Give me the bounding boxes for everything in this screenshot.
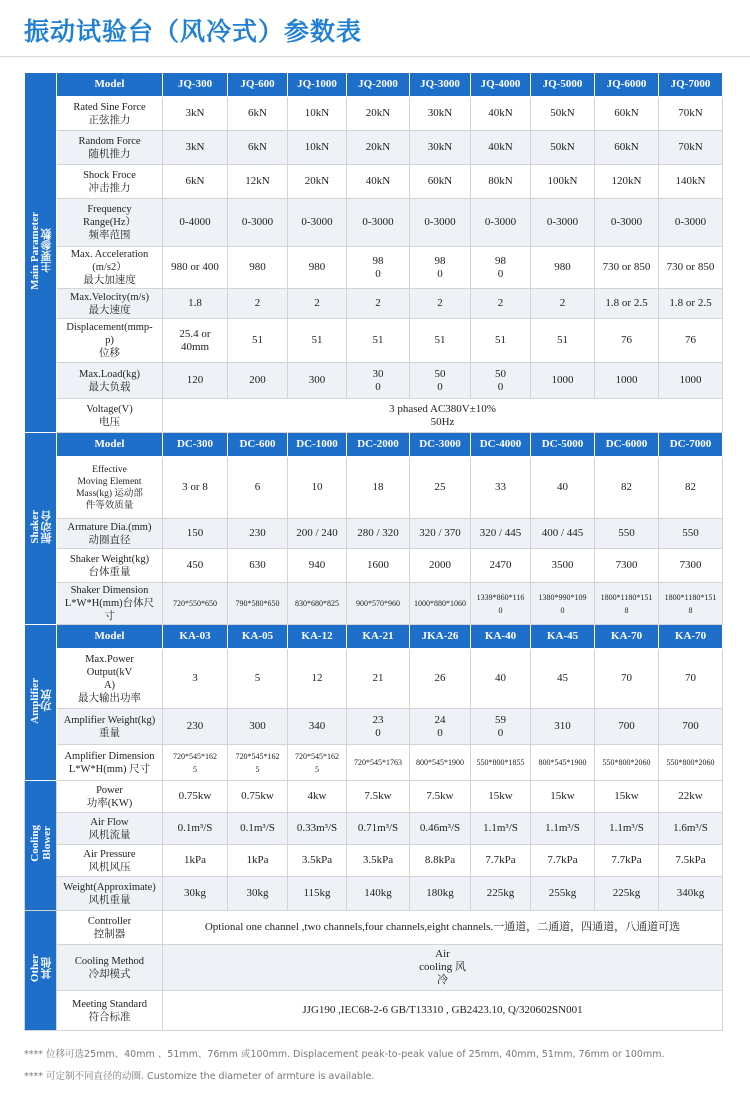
model-cell: JQ-2000	[347, 73, 410, 97]
table-row	[25, 845, 723, 877]
value-cell: 40kN	[471, 131, 531, 165]
value-cell: 1.1m³/S	[471, 813, 531, 845]
value-cell: 76	[595, 319, 659, 363]
value-cell: 550*800*2060	[659, 745, 723, 781]
value-cell: 1kPa	[228, 845, 288, 877]
table-row	[25, 131, 723, 165]
row-label: Weight(Approximate) 风机重量	[57, 877, 163, 911]
value-cell: 630	[228, 549, 288, 583]
model-cell: DC-6000	[595, 433, 659, 457]
row-label: Shaker Dimension L*W*H(mm)台体尺 寸	[57, 583, 163, 625]
value-cell: 225kg	[595, 877, 659, 911]
page-title: 振动试验台（风冷式）参数表	[24, 17, 363, 46]
model-label: Model	[57, 433, 163, 457]
table-row	[25, 877, 723, 911]
row-label: Random Force 随机推力	[57, 131, 163, 165]
value-cell: 7.5kw	[347, 781, 410, 813]
model-cell: JQ-3000	[410, 73, 471, 97]
model-cell: DC-600	[228, 433, 288, 457]
row-label: Frequency Range(Hz） 频率范围	[57, 199, 163, 247]
value-cell: 400 / 445	[531, 519, 595, 549]
value-cell: 0.75kw	[163, 781, 228, 813]
value-cell: 50kN	[531, 131, 595, 165]
row-label: Air Pressure 风机风压	[57, 845, 163, 877]
value-cell: 18	[347, 457, 410, 519]
value-cell: 550*800*1855	[471, 745, 531, 781]
value-cell: 1.1m³/S	[531, 813, 595, 845]
value-cell: 21	[347, 649, 410, 709]
value-cell: 6kN	[228, 97, 288, 131]
value-cell: 980	[228, 247, 288, 289]
table-row	[25, 247, 723, 289]
model-label: Model	[57, 73, 163, 97]
table-row	[25, 519, 723, 549]
value-cell: 230	[163, 709, 228, 745]
value-cell: 0.71m³/S	[347, 813, 410, 845]
model-cell: KA-70	[595, 625, 659, 649]
model-cell: JQ-5000	[531, 73, 595, 97]
value-cell: 0-3000	[288, 199, 347, 247]
value-cell: 51	[347, 319, 410, 363]
table-row	[25, 781, 723, 813]
value-cell: 0-3000	[410, 199, 471, 247]
value-cell: 2000	[410, 549, 471, 583]
model-cell: DC-300	[163, 433, 228, 457]
value-cell: 550	[659, 519, 723, 549]
value-cell: 200	[228, 363, 288, 399]
other-group-text: Other 其他	[28, 954, 53, 983]
model-cell: JQ-7000	[659, 73, 723, 97]
value-cell: 51	[471, 319, 531, 363]
value-cell: 0-3000	[595, 199, 659, 247]
value-cell: 310	[531, 709, 595, 745]
value-cell: 70kN	[659, 97, 723, 131]
value-cell: 15kw	[471, 781, 531, 813]
value-cell: 3500	[531, 549, 595, 583]
value-cell: 550	[595, 519, 659, 549]
value-cell: 40kN	[471, 97, 531, 131]
value-cell: 12	[288, 649, 347, 709]
value-cell: 1.8 or 2.5	[595, 289, 659, 319]
value-cell: 830*680*825	[288, 583, 347, 625]
value-cell: 3	[163, 649, 228, 709]
model-cell: DC-2000	[347, 433, 410, 457]
shaker-group-label	[25, 433, 57, 625]
table-row	[25, 97, 723, 131]
value-cell: 23 0	[347, 709, 410, 745]
value-cell: 76	[659, 319, 723, 363]
model-cell: JQ-300	[163, 73, 228, 97]
value-cell: 2	[228, 289, 288, 319]
value-cell: 0.1m³/S	[228, 813, 288, 845]
model-cell: KA-70	[659, 625, 723, 649]
main-parameter-group-text: Main Parameter 主要参数	[28, 211, 53, 290]
value-cell: 33	[471, 457, 531, 519]
row-label: Max.Velocity(m/s) 最大速度	[57, 289, 163, 319]
value-cell: 60kN	[595, 131, 659, 165]
model-cell: DC-5000	[531, 433, 595, 457]
value-cell: 20kN	[347, 97, 410, 131]
row-label: Effective Moving Element Mass(kg) 运动部 件等效质量	[57, 457, 163, 519]
table-row	[25, 289, 723, 319]
shaker-group-text: Shaker 振动台	[28, 509, 53, 544]
row-label: Shaker Weight(kg) 台体重量	[57, 549, 163, 583]
spec-table	[24, 72, 723, 1031]
value-cell: 0-3000	[228, 199, 288, 247]
value-cell: 82	[659, 457, 723, 519]
value-cell: 940	[288, 549, 347, 583]
value-cell: 450	[163, 549, 228, 583]
value-cell: 1600	[347, 549, 410, 583]
value-cell: 180kg	[410, 877, 471, 911]
table-row	[25, 945, 723, 991]
value-cell: 7300	[595, 549, 659, 583]
value-cell: 720*545*162 5	[228, 745, 288, 781]
value-cell: 800*545*1900	[410, 745, 471, 781]
value-cell: 730 or 850	[659, 247, 723, 289]
value-cell: 790*580*650	[228, 583, 288, 625]
value-cell: 120	[163, 363, 228, 399]
value-cell: 730 or 850	[595, 247, 659, 289]
value-cell: 3kN	[163, 131, 228, 165]
row-label: Armature Dia.(mm) 动圈直径	[57, 519, 163, 549]
row-label: Rated Sine Force 正弦推力	[57, 97, 163, 131]
value-cell: 980 or 400	[163, 247, 228, 289]
value-cell: 340kg	[659, 877, 723, 911]
value-cell: 100kN	[531, 165, 595, 199]
row-label: Displacement(mmp- p) 位移	[57, 319, 163, 363]
value-cell: 6kN	[163, 165, 228, 199]
value-cell: 98 0	[471, 247, 531, 289]
model-cell: DC-1000	[288, 433, 347, 457]
model-cell: KA-45	[531, 625, 595, 649]
model-cell: DC-3000	[410, 433, 471, 457]
value-cell: 98 0	[410, 247, 471, 289]
title-divider	[0, 56, 750, 57]
value-cell: 7.7kPa	[595, 845, 659, 877]
row-label: Max.Power Output(kV A) 最大输出功率	[57, 649, 163, 709]
value-cell: 1.1m³/S	[595, 813, 659, 845]
value-cell: 300	[228, 709, 288, 745]
value-cell: 51	[531, 319, 595, 363]
value-cell: 24 0	[410, 709, 471, 745]
value-cell: 720*545*162 5	[288, 745, 347, 781]
model-cell: JQ-4000	[471, 73, 531, 97]
value-cell: 20kN	[347, 131, 410, 165]
value-cell: 200 / 240	[288, 519, 347, 549]
row-label: Air Flow 风机流量	[57, 813, 163, 845]
value-cell: 30kN	[410, 97, 471, 131]
value-cell: 320 / 445	[471, 519, 531, 549]
spanning-value: 3 phased AC380V±10% 50Hz	[163, 399, 723, 433]
table-row	[25, 165, 723, 199]
value-cell: 30kg	[228, 877, 288, 911]
value-cell: 40kN	[347, 165, 410, 199]
value-cell: 0.75kw	[228, 781, 288, 813]
row-label: Amplifier Dimension L*W*H(mm) 尺寸	[57, 745, 163, 781]
value-cell: 0-3000	[531, 199, 595, 247]
model-cell: JQ-6000	[595, 73, 659, 97]
value-cell: 700	[659, 709, 723, 745]
model-cell: KA-05	[228, 625, 288, 649]
value-cell: 70	[595, 649, 659, 709]
value-cell: 1kPa	[163, 845, 228, 877]
row-label: Voltage(V) 电压	[57, 399, 163, 433]
value-cell: 7.5kw	[410, 781, 471, 813]
value-cell: 15kw	[531, 781, 595, 813]
value-cell: 115kg	[288, 877, 347, 911]
model-cell: DC-7000	[659, 433, 723, 457]
value-cell: 0-3000	[659, 199, 723, 247]
value-cell: 2	[531, 289, 595, 319]
value-cell: 980	[531, 247, 595, 289]
value-cell: 40	[531, 457, 595, 519]
value-cell: 1800*1180*151 8	[595, 583, 659, 625]
shaker-model-row	[25, 433, 723, 457]
value-cell: 1000	[659, 363, 723, 399]
model-cell: JQ-600	[228, 73, 288, 97]
amplifier-model-row	[25, 625, 723, 649]
table-row	[25, 363, 723, 399]
value-cell: 255kg	[531, 877, 595, 911]
value-cell: 70	[659, 649, 723, 709]
value-cell: 0.46m³/S	[410, 813, 471, 845]
amplifier-group-text: Amplifier 功放	[28, 677, 53, 724]
note-armature: **** 可定制不同直径的动圈. Customize the diameter of armture is available.	[24, 1071, 375, 1082]
value-cell: 0.33m³/S	[288, 813, 347, 845]
value-cell: 1000	[595, 363, 659, 399]
value-cell: 720*550*650	[163, 583, 228, 625]
value-cell: 140kN	[659, 165, 723, 199]
value-cell: 800*545*1900	[531, 745, 595, 781]
value-cell: 230	[228, 519, 288, 549]
table-row	[25, 199, 723, 247]
row-label: Amplifier Weight(kg) 重量	[57, 709, 163, 745]
table-row	[25, 813, 723, 845]
value-cell: 280 / 320	[347, 519, 410, 549]
value-cell: 7.7kPa	[471, 845, 531, 877]
model-cell: JQ-1000	[288, 73, 347, 97]
value-cell: 7.5kPa	[659, 845, 723, 877]
value-cell: 1380*990*109 0	[531, 583, 595, 625]
row-label: Controller 控制器	[57, 911, 163, 945]
cooling-blower-group-text: Cooling Blower	[28, 825, 53, 862]
value-cell: 140kg	[347, 877, 410, 911]
spanning-value: Optional one channel ,two channels,four channels,eight channels.一通道，二通道，四通道，八通道可选	[163, 911, 723, 945]
value-cell: 45	[531, 649, 595, 709]
value-cell: 3kN	[163, 97, 228, 131]
value-cell: 1.6m³/S	[659, 813, 723, 845]
value-cell: 0-3000	[471, 199, 531, 247]
row-label: Max.Load(kg) 最大负载	[57, 363, 163, 399]
value-cell: 59 0	[471, 709, 531, 745]
value-cell: 70kN	[659, 131, 723, 165]
value-cell: 2	[471, 289, 531, 319]
model-cell: KA-03	[163, 625, 228, 649]
value-cell: 51	[228, 319, 288, 363]
row-label: Meeting Standard 符合标准	[57, 991, 163, 1031]
value-cell: 12kN	[228, 165, 288, 199]
model-label: Model	[57, 625, 163, 649]
value-cell: 7.7kPa	[531, 845, 595, 877]
value-cell: 320 / 370	[410, 519, 471, 549]
value-cell: 51	[410, 319, 471, 363]
other-group-label	[25, 911, 57, 1031]
value-cell: 4kw	[288, 781, 347, 813]
cooling-blower-group-label	[25, 781, 57, 911]
row-label: Shock Froce 冲击推力	[57, 165, 163, 199]
table-row	[25, 991, 723, 1031]
value-cell: 30 0	[347, 363, 410, 399]
value-cell: 25	[410, 457, 471, 519]
value-cell: 900*570*960	[347, 583, 410, 625]
value-cell: 30kN	[410, 131, 471, 165]
value-cell: 98 0	[347, 247, 410, 289]
row-label: Power 功率(KW)	[57, 781, 163, 813]
value-cell: 720*545*1763	[347, 745, 410, 781]
value-cell: 1000	[531, 363, 595, 399]
value-cell: 60kN	[595, 97, 659, 131]
main-parameter-model-row	[25, 73, 723, 97]
value-cell: 0.1m³/S	[163, 813, 228, 845]
value-cell: 2470	[471, 549, 531, 583]
value-cell: 2	[288, 289, 347, 319]
value-cell: 2	[410, 289, 471, 319]
table-row	[25, 649, 723, 709]
spanning-value: Air cooling 风 冷	[163, 945, 723, 991]
value-cell: 51	[288, 319, 347, 363]
spanning-value: JJG190 ,IEC68-2-6 GB/T13310 , GB2423.10, Q/320602SN001	[163, 991, 723, 1031]
value-cell: 120kN	[595, 165, 659, 199]
value-cell: 26	[410, 649, 471, 709]
value-cell: 1.8 or 2.5	[659, 289, 723, 319]
value-cell: 225kg	[471, 877, 531, 911]
row-label: Max. Acceleration (m/s2） 最大加速度	[57, 247, 163, 289]
model-cell: JKA-26	[410, 625, 471, 649]
value-cell: 550*800*2060	[595, 745, 659, 781]
value-cell: 6	[228, 457, 288, 519]
value-cell: 10	[288, 457, 347, 519]
value-cell: 8.8kPa	[410, 845, 471, 877]
table-row	[25, 583, 723, 625]
table-row	[25, 709, 723, 745]
table-row	[25, 549, 723, 583]
value-cell: 3.5kPa	[347, 845, 410, 877]
note-displacement: **** 位移可选25mm、40mm 、51mm、76mm 或100mm. Displacement peak-to-peak value of 25mm, 40mm, 51mm, 76mm or 100mm.	[24, 1049, 665, 1060]
value-cell: 1800*1180*151 8	[659, 583, 723, 625]
value-cell: 340	[288, 709, 347, 745]
value-cell: 1339*860*116 0	[471, 583, 531, 625]
value-cell: 30kg	[163, 877, 228, 911]
value-cell: 2	[347, 289, 410, 319]
value-cell: 22kw	[659, 781, 723, 813]
value-cell: 980	[288, 247, 347, 289]
value-cell: 700	[595, 709, 659, 745]
value-cell: 0-3000	[347, 199, 410, 247]
value-cell: 300	[288, 363, 347, 399]
value-cell: 1.8	[163, 289, 228, 319]
value-cell: 50kN	[531, 97, 595, 131]
value-cell: 720*545*162 5	[163, 745, 228, 781]
value-cell: 50 0	[410, 363, 471, 399]
model-cell: KA-21	[347, 625, 410, 649]
table-row	[25, 319, 723, 363]
value-cell: 6kN	[228, 131, 288, 165]
value-cell: 0-4000	[163, 199, 228, 247]
value-cell: 82	[595, 457, 659, 519]
value-cell: 40	[471, 649, 531, 709]
main-parameter-group-label	[25, 73, 57, 433]
model-cell: DC-4000	[471, 433, 531, 457]
value-cell: 7300	[659, 549, 723, 583]
value-cell: 3 or 8	[163, 457, 228, 519]
value-cell: 150	[163, 519, 228, 549]
table-row	[25, 911, 723, 945]
model-cell: KA-12	[288, 625, 347, 649]
value-cell: 15kw	[595, 781, 659, 813]
value-cell: 80kN	[471, 165, 531, 199]
value-cell: 25.4 or 40mm	[163, 319, 228, 363]
amplifier-group-label	[25, 625, 57, 781]
row-label: Cooling Method 冷却模式	[57, 945, 163, 991]
table-row	[25, 745, 723, 781]
value-cell: 20kN	[288, 165, 347, 199]
value-cell: 1000*880*1060	[410, 583, 471, 625]
table-row	[25, 457, 723, 519]
value-cell: 3.5kPa	[288, 845, 347, 877]
value-cell: 10kN	[288, 131, 347, 165]
table-row	[25, 399, 723, 433]
value-cell: 5	[228, 649, 288, 709]
value-cell: 10kN	[288, 97, 347, 131]
value-cell: 60kN	[410, 165, 471, 199]
value-cell: 50 0	[471, 363, 531, 399]
model-cell: KA-40	[471, 625, 531, 649]
